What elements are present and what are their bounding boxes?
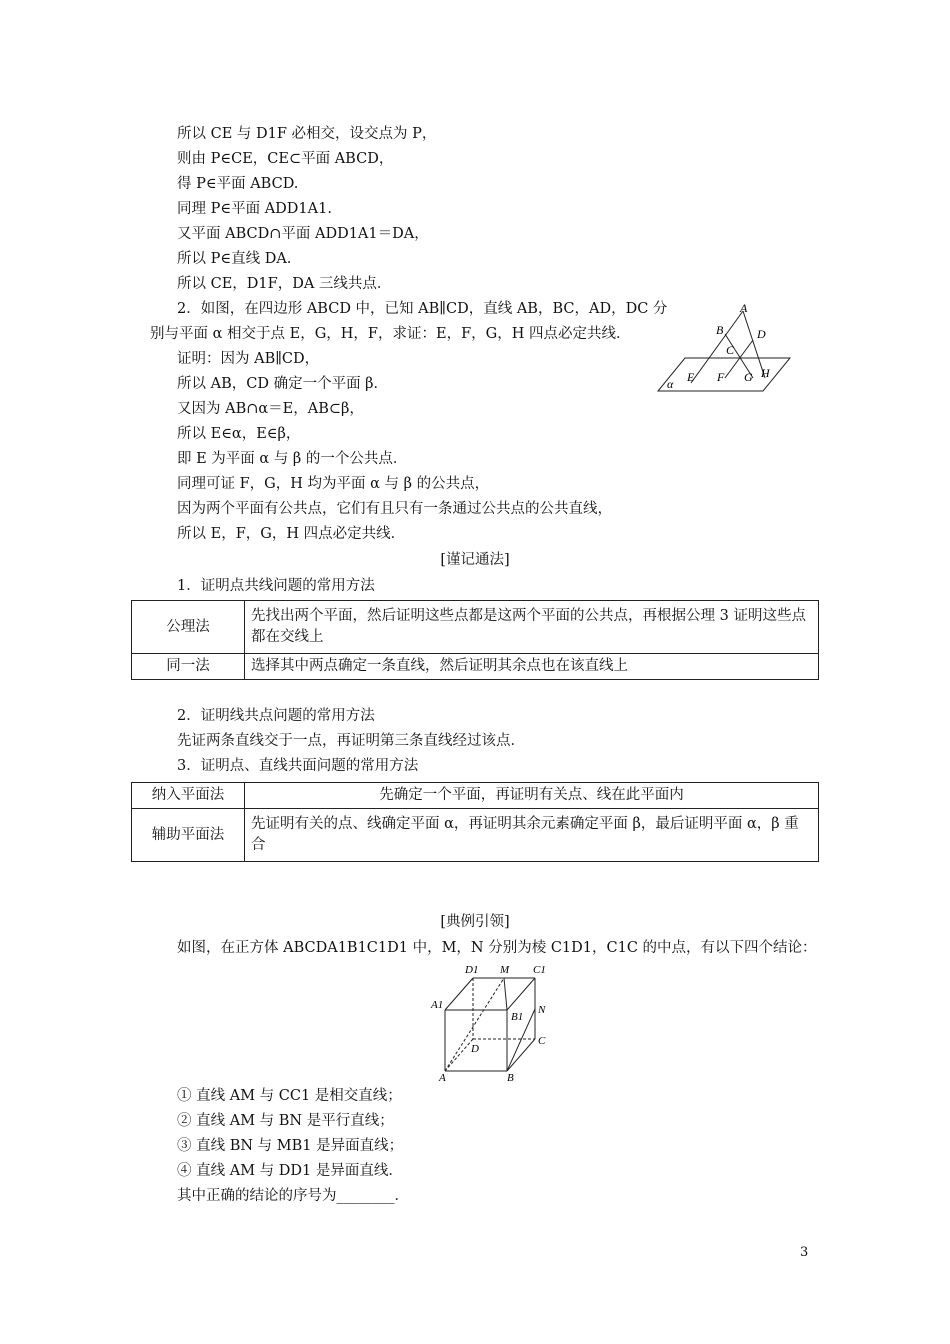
proof1-line: 所以 CE 与 D1F 必相交，设交点为 P， <box>177 126 437 142</box>
figure-label-a: A <box>740 301 748 315</box>
problem2-proof-line: 证明：因为 AB∥CD， <box>177 351 320 367</box>
problem2-statement: 2．如图，在四边形 ABCD 中，已知 AB∥CD，直线 AB，BC，AD，DC 分 <box>177 301 668 317</box>
section-heading: [谨记通法] <box>440 552 510 568</box>
example-item: ② 直线 AM 与 BN 是平行直线； <box>177 1113 394 1129</box>
cube-label-c1: C1 <box>533 964 546 976</box>
figure-label-c: C <box>726 343 735 357</box>
figure-label-d: D <box>757 327 766 341</box>
example-item: ① 直线 AM 与 CC1 是相交直线； <box>177 1088 402 1104</box>
method-description: 先确定一个平面，再证明有关点、线在此平面内 <box>245 783 819 809</box>
example-item: ④ 直线 AM 与 DD1 是异面直线． <box>177 1163 403 1179</box>
problem2-proof-line: 即 E 为平面 α 与 β 的一个公共点． <box>177 451 408 467</box>
cube-label-b1: B1 <box>511 1011 524 1023</box>
page-number: 3 <box>800 1245 809 1260</box>
example-item: ③ 直线 BN 与 MB1 是异面直线； <box>177 1138 404 1154</box>
method3-title: 3．证明点、直线共面问题的常用方法 <box>177 758 419 774</box>
method-description: 先证明有关的点、线确定平面 α，再证明其余元素确定平面 β，最后证明平面 α，β 重合 <box>245 809 819 862</box>
method-key: 辅助平面法 <box>132 809 245 862</box>
method2-title: 2．证明线共点问题的常用方法 <box>177 708 375 724</box>
problem2-proof-line: 又因为 AB∩α＝E，AB⊂β， <box>177 401 364 417</box>
figure-label-alpha: α <box>667 377 674 391</box>
proof1-line: 则由 P∈CE，CE⊂平面 ABCD， <box>177 151 394 167</box>
problem2-proof-line: 所以 E，F，G，H 四点必定共线． <box>177 526 406 542</box>
cube-label-m: M <box>500 964 510 976</box>
method-key: 公理法 <box>132 601 245 654</box>
method-description: 选择其中两点确定一条直线，然后证明其余点也在该直线上 <box>245 654 819 680</box>
table-row <box>132 654 819 680</box>
proof1-line: 同理 P∈平面 ADD1A1. <box>177 201 332 217</box>
method-description: 先找出两个平面，然后证明这些点都是这两个平面的公共点，再根据公理 3 证明这些点都在交线上 <box>245 601 819 654</box>
problem2-proof-line: 所以 E∈α，E∈β， <box>177 426 301 442</box>
cube-label-d1: D1 <box>465 964 479 976</box>
problem2-proof-line: 因为两个平面有公共点，它们有且只有一条通过公共点的公共直线， <box>177 501 612 517</box>
figure-label-g: G <box>744 370 753 384</box>
table-row <box>132 601 819 654</box>
figure-label-b: B <box>716 323 724 337</box>
method1-title: 1．证明点共线问题的常用方法 <box>177 578 375 594</box>
method-key: 纳入平面法 <box>132 783 245 809</box>
figure-label-h: H <box>761 366 770 380</box>
example-question: 其中正确的结论的序号为________． <box>177 1188 409 1204</box>
method3-table <box>131 782 819 862</box>
cube-label-d: D <box>471 1043 479 1055</box>
cube-label-c: C <box>538 1035 546 1047</box>
section-heading: [典例引领] <box>440 914 510 930</box>
proof1-line: 得 P∈平面 ABCD. <box>177 176 299 192</box>
problem2-proof-line: 同理可证 F，G，H 均为平面 α 与 β 的公共点， <box>177 476 490 492</box>
method2-text: 先证两条直线交于一点，再证明第三条直线经过该点． <box>177 733 525 749</box>
cube-label-a: A <box>439 1072 446 1082</box>
proof1-line: 所以 CE，D1F，DA 三线共点． <box>177 276 392 292</box>
example-intro: 如图，在正方体 ABCDA1B1C1D1 中，M，N 分别为棱 C1D1，C1C 的中点，有以下四个结论： <box>177 940 817 956</box>
plane-quadrilateral-figure <box>655 298 795 398</box>
method1-table <box>131 600 819 680</box>
proof1-line: 所以 P∈直线 DA. <box>177 251 292 267</box>
method-key: 同一法 <box>132 654 245 680</box>
figure-label-f: F <box>717 370 725 384</box>
figure-label-e: E <box>687 370 695 384</box>
cube-figure <box>425 960 565 1082</box>
proof1-line: 又平面 ABCD∩平面 ADD1A1＝DA， <box>177 226 429 242</box>
cube-label-n: N <box>538 1004 546 1016</box>
problem2-proof-line: 所以 AB，CD 确定一个平面 β． <box>177 376 389 392</box>
table-row <box>132 809 819 862</box>
problem2-statement: 别与平面 α 相交于点 E，G，H，F，求证：E，F，G，H 四点必定共线． <box>150 326 631 342</box>
table-row <box>132 783 819 809</box>
cube-label-b: B <box>507 1072 514 1082</box>
cube-label-a1: A1 <box>431 999 444 1011</box>
